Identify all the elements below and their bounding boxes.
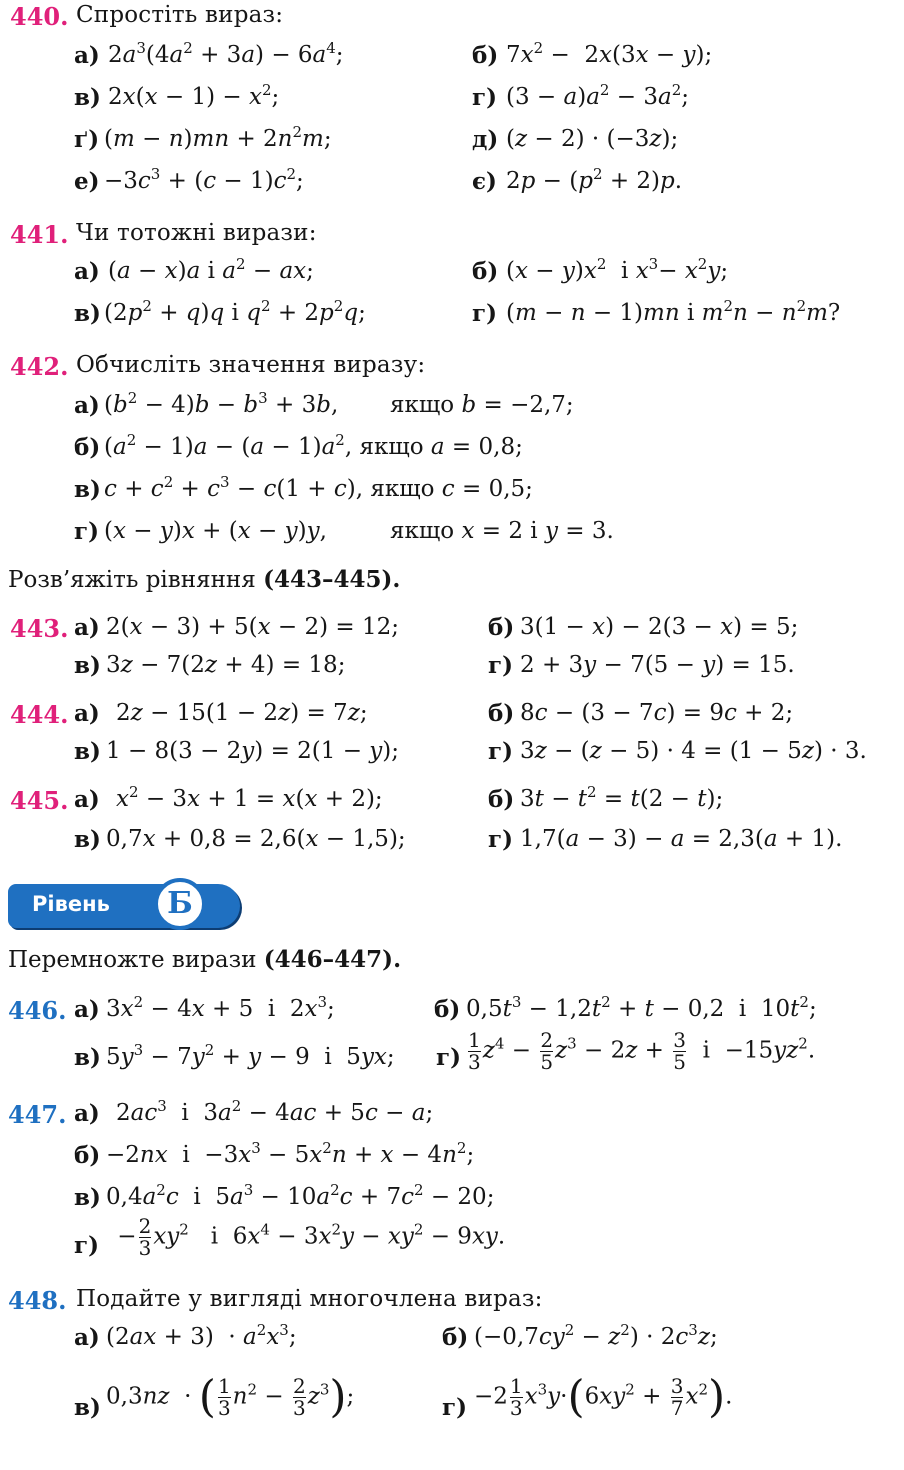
problem-447-row-4 (0, 1214, 904, 1278)
problem-447-row-1 (0, 1097, 904, 1138)
problem-442-row-3 (0, 473, 904, 514)
problem-447-row-2 (0, 1139, 904, 1180)
expression: $(3 - a)a^2 - 3a^2$; (506, 81, 690, 110)
problem-445-row-2 (0, 826, 904, 864)
problem-448-row-2 (0, 1370, 904, 1442)
item-label: г) (472, 300, 497, 327)
item-label: б) (472, 42, 499, 69)
problem-number: 447. (8, 1100, 67, 1129)
expression: $2x(x - 1) - x^2$; (108, 81, 280, 110)
expression: 0,3nz · ( $\frac{1}{3}$ $n^2$ − $\frac{2}{3}$ $z^3$); (106, 1371, 355, 1423)
expression: $2a^3(4a^2 + 3a) - 6a^4$; (108, 39, 344, 68)
expression: 3(1 − x) − 2(3 − x) = 5; (520, 614, 799, 640)
expression: $(m - n)mn + 2n^2m$; (104, 123, 332, 152)
item-label: б) (74, 434, 101, 461)
expression: $7x^2 - 2x(3x - y)$; (506, 39, 713, 68)
item-label: б) (74, 1142, 101, 1169)
expression: (z − 2) · (−3z); (506, 126, 679, 152)
item-label: г) (436, 1044, 461, 1071)
problem-442-row-4 (0, 518, 904, 556)
expression: $(b^2 - 4)b - b^3 + 3b$, (104, 389, 339, 418)
problem-440-row-3 (0, 123, 904, 164)
multiply-header (0, 946, 904, 984)
expression: $2p - (p^2 + 2)p$. (506, 165, 683, 194)
item-label: б) (488, 786, 515, 813)
item-label: а) (74, 258, 100, 285)
expression: 1 − 8(3 − 2y) = 2(1 − y); (106, 738, 400, 764)
problem-440-row-4 (0, 165, 904, 206)
item-label: а) (74, 1100, 100, 1127)
expression: $5y^3 - 7y^2 + y - 9$ і 5yx; (106, 1041, 395, 1070)
expression: 0,7x + 0,8 = 2,6(x − 1,5); (106, 826, 406, 852)
item-label: в) (74, 652, 101, 679)
expression: −2nx $і -3x^3 - 5x^2n + x - 4n^2$; (106, 1139, 475, 1168)
item-label: б) (488, 700, 515, 727)
expression: $(x - y)x^2$ і $x^3- x^2y$; (506, 255, 729, 284)
expression: $0,4a^2c$ і $5a^3 - 10a^2c + 7c^2 - 20$; (106, 1181, 495, 1210)
item-label: б) (442, 1324, 469, 1351)
item-label: а) (74, 1324, 100, 1351)
problem-number: 448. (8, 1286, 67, 1315)
expression: $0,5t^3 - 1,2t^2 + t - 0,2$ і $10t^2$; (466, 993, 817, 1022)
item-label: г) (74, 1232, 99, 1259)
level-label: Рівень (32, 892, 110, 916)
problem-number: 442. (10, 352, 69, 381)
expression: 3z − 7(2z + 4) = 18; (106, 652, 346, 678)
expression: 3z − (z − 5) · 4 = (1 − 5z) · 3. (520, 738, 867, 764)
item-label: а) (74, 392, 100, 419)
item-label: в) (74, 1184, 101, 1211)
item-label: г) (442, 1394, 467, 1421)
problem-446-row-1 (0, 993, 904, 1034)
expression: $-3c^3 + (c - 1)c^2$; (104, 165, 304, 194)
item-label: а) (74, 786, 100, 813)
expression: 1,7(a − 3) − a = 2,3(a + 1). (520, 826, 843, 852)
item-label: в) (74, 738, 101, 765)
expression: $x^2 - 3x + 1 = x(x + 2)$; (116, 783, 383, 812)
problem-441-header (0, 220, 904, 258)
expression: $3x^2 - 4x + 5$ і $2x^3$; (106, 993, 335, 1022)
item-label: ґ) (74, 126, 100, 153)
item-label: в) (74, 826, 101, 853)
expression: $(-0,7cy^2 - z^2) \cdot 2c^3z$; (474, 1321, 718, 1350)
section-instruction: Перемножте вирази (446–447). (8, 946, 402, 973)
item-label: г) (74, 518, 99, 545)
expression: $c + c^2 + c^3 - c(1 + c)$, якщо c = 0,5; (104, 473, 533, 502)
problem-448-header (0, 1286, 904, 1324)
expression: 8c − (3 − 7c) = 9c + 2; (520, 700, 794, 726)
expression: $(2p^2 + q)q$ і $q^2 + 2p^2q$; (104, 297, 366, 326)
item-label: а) (74, 42, 100, 69)
item-label: г) (488, 738, 513, 765)
problem-441-row-2 (0, 297, 904, 338)
expression: (m − n − 1)mn і $m^2n - n^2m$? (506, 297, 841, 326)
problem-444-row-1 (0, 700, 904, 738)
item-label: в) (74, 476, 101, 503)
expression: $\frac{1}{3}$ $z^4$ − $\frac{2}{5}$ $z^3 - 2z$ + $\frac{3}{5}$ $і -15yz^2$. (468, 1028, 816, 1074)
expression: −2 $\frac{1}{3}$ $x^3y\cdot(6xy^2$ + $\frac{3}{7}$ $x^2$). (474, 1371, 733, 1423)
item-label: б) (434, 996, 461, 1023)
level-badge (8, 884, 240, 928)
problem-441-row-1 (0, 255, 904, 296)
problem-title: Спростіть вираз: (76, 2, 284, 28)
problem-title: Обчисліть значення виразу: (76, 352, 426, 378)
item-label: в) (74, 300, 101, 327)
problem-title: Чи тотожні вирази: (76, 220, 317, 246)
item-label: є) (472, 168, 497, 195)
problem-number: 441. (10, 220, 69, 249)
expression: $3t - t^2 = t(2 - t)$; (520, 783, 724, 812)
problem-443-row-2 (0, 652, 904, 690)
problem-number: 446. (8, 996, 67, 1025)
expression: $(a^2 - 1)a - (a - 1)a^2$, якщо a = 0,8; (104, 431, 523, 460)
expression: 2(x − 3) + 5(x − 2) = 12; (106, 614, 399, 640)
problem-442-row-1 (0, 389, 904, 430)
condition: якщо b = −2,7; (390, 392, 574, 418)
item-label: е) (74, 168, 100, 195)
solve-header (0, 566, 904, 604)
problem-442-header (0, 352, 904, 390)
condition: якщо x = 2 і y = 3. (390, 518, 614, 544)
item-label: в) (74, 1044, 101, 1071)
expression: 2z − 15(1 − 2z) = 7z; (116, 700, 368, 726)
item-label: г) (488, 652, 513, 679)
item-label: а) (74, 996, 100, 1023)
item-label: а) (74, 700, 100, 727)
problem-number: 445. (10, 786, 69, 815)
item-label: г) (472, 84, 497, 111)
problem-448-row-1 (0, 1321, 904, 1362)
expression: − $\frac{2}{3}$ $xy^2$ і $6x^4 - 3x^2y - xy^2 - 9xy$. (110, 1214, 506, 1260)
expression: (a − x)a і $a^2$ − ax; (108, 255, 314, 284)
level-letter: Б (154, 878, 206, 930)
problem-446-row-2 (0, 1030, 904, 1090)
item-label: б) (472, 258, 499, 285)
section-instruction: Розв’яжіть рівняння (443–445). (8, 566, 401, 593)
item-label: а) (74, 614, 100, 641)
item-label: д) (472, 126, 499, 153)
item-label: г) (488, 826, 513, 853)
problem-number: 444. (10, 700, 69, 729)
problem-443-row-1 (0, 614, 904, 652)
problem-440-header (0, 2, 904, 40)
expression: $2ac^3$ і $3a^2 - 4ac + 5c - a$; (116, 1097, 434, 1126)
problem-number: 443. (10, 614, 69, 643)
problem-442-row-2 (0, 431, 904, 472)
problem-444-row-2 (0, 738, 904, 776)
expression: 2 + 3y − 7(5 − y) = 15. (520, 652, 795, 678)
item-label: б) (488, 614, 515, 641)
problem-440-row-2 (0, 81, 904, 122)
expression: (x − y)x + (x − y)y, (104, 518, 327, 544)
problem-445-row-1 (0, 783, 904, 824)
problem-number: 440. (10, 2, 69, 31)
item-label: в) (74, 1394, 101, 1421)
problem-440-row-1 (0, 39, 904, 80)
expression: $(2ax + 3) \cdot a^2x^3$; (106, 1321, 297, 1350)
item-label: в) (74, 84, 101, 111)
problem-title: Подайте у вигляді многочлена вираз: (76, 1286, 543, 1312)
